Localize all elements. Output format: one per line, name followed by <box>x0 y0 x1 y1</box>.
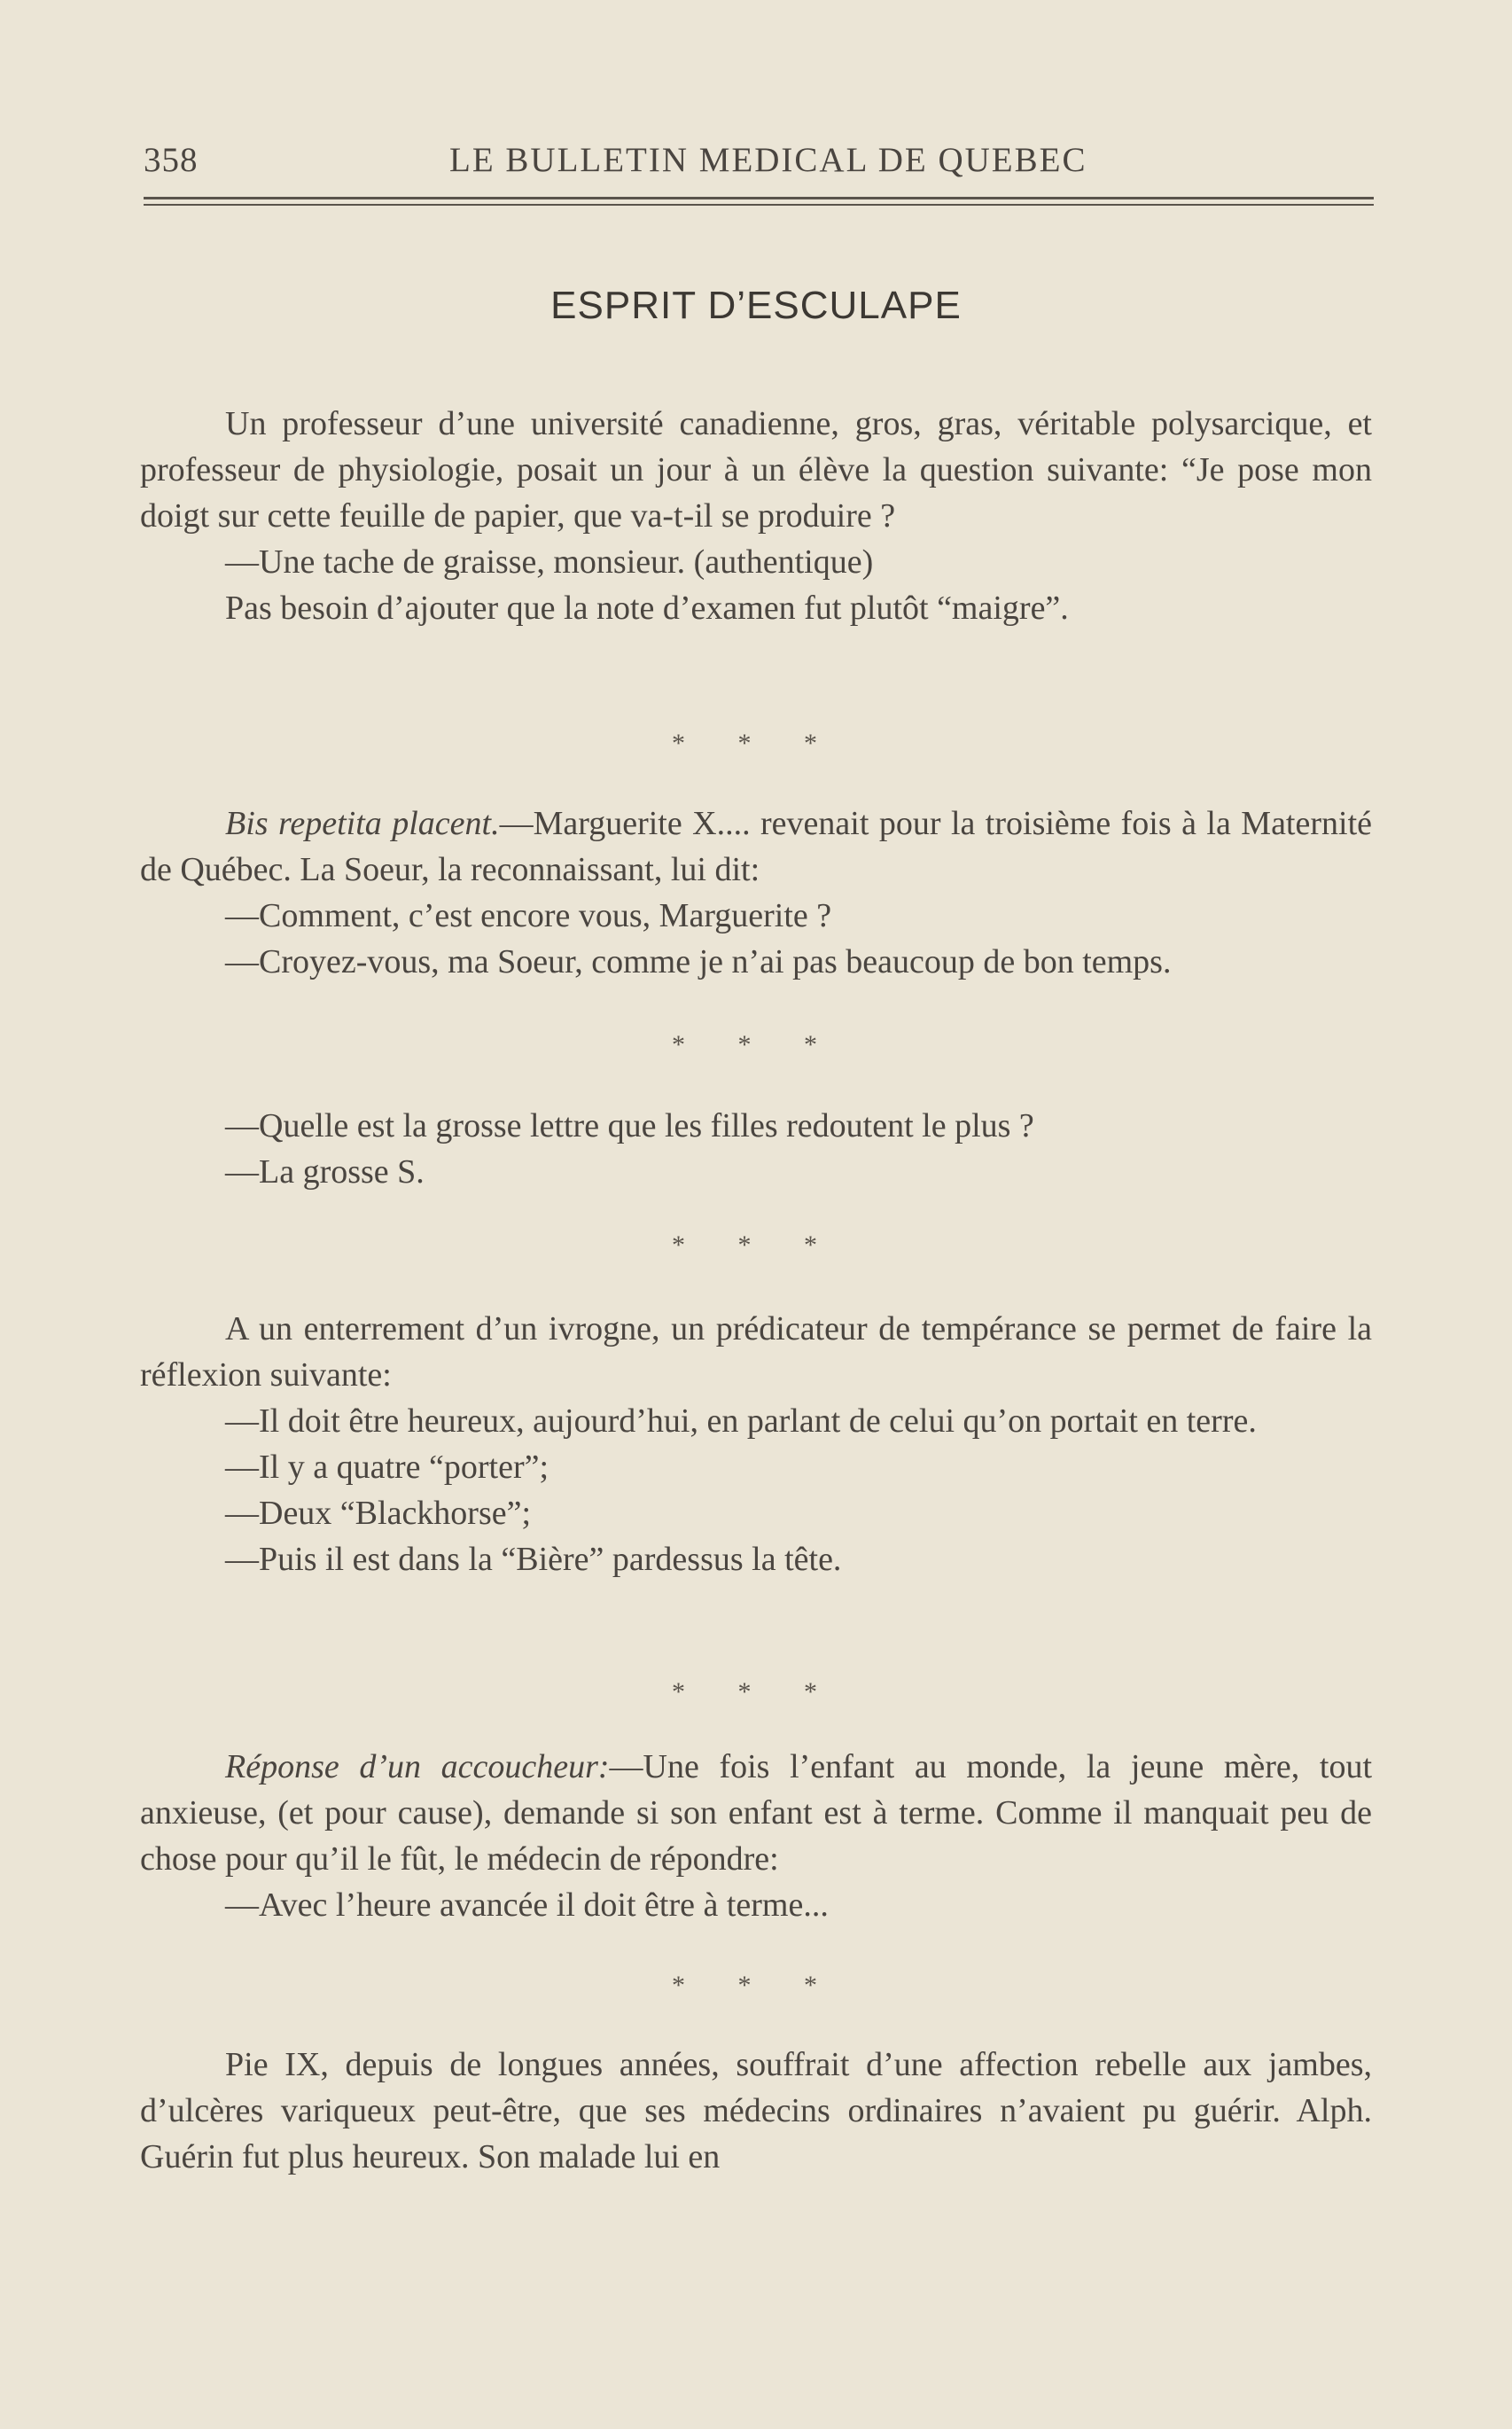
anecdote-2-italic-lead: Bis repetita placent. <box>225 805 500 842</box>
anecdote-1-conclusion: Pas besoin d’ajouter que la note d’examen fut plutôt “maigre”. <box>225 590 1069 627</box>
separator-2: * * * <box>672 1030 840 1059</box>
anecdote-4 <box>140 1306 1372 1582</box>
anecdote-5-text: —Une fois l’enfant au monde, la jeune mère, tout anxieuse, (et pour cause), demande si son enfant est à terme. Comme il manquait peu de chose pour qu’il le fût, le médecin de répondre: <box>140 1748 1372 1878</box>
section-title: ESPRIT D’ESCULAPE <box>550 284 962 327</box>
page-header <box>144 140 1374 186</box>
anecdote-2-text: —Marguerite X.... revenait pour la troisième fois à la Maternité de Québec. La Soeur, la reconnaissant, lui dit: <box>140 805 1372 888</box>
anecdote-4-line-3: —Il y a quatre “porter”; <box>225 1449 549 1486</box>
anecdote-4-line-4: —Deux “Blackhorse”; <box>225 1495 532 1532</box>
anecdote-2-line-3: —Croyez-vous, ma Soeur, comme je n’ai pas beaucoup de bon temps. <box>225 943 1172 980</box>
anecdote-2-line-2: —Comment, c’est encore vous, Marguerite ? <box>225 897 832 934</box>
header-rule-bottom <box>144 204 1374 206</box>
header-rule-top <box>144 197 1374 199</box>
anecdote-3 <box>140 1103 1372 1195</box>
separator-1: * * * <box>672 729 840 758</box>
separator-3: * * * <box>672 1230 840 1260</box>
anecdote-1 <box>140 401 1372 631</box>
anecdote-4-line-5: —Puis il est dans la “Bière” pardessus la tête. <box>225 1541 842 1578</box>
anecdote-6 <box>140 2042 1372 2180</box>
anecdote-4-paragraph: A un enterrement d’un ivrogne, un prédicateur de tempérance se permet de faire la réflexion suivante: <box>140 1310 1372 1394</box>
anecdote-3-answer: —La grosse S. <box>225 1153 425 1191</box>
anecdote-2 <box>140 801 1372 985</box>
anecdote-1-reply: —Une tache de graisse, monsieur. (authentique) <box>225 543 874 581</box>
anecdote-6-paragraph: Pie IX, depuis de longues années, souffrait d’une affection rebelle aux jambes, d’ulcères variqueux peut-être, que ses médecins ordinaires n’avaient pu guérir. Alph. Guérin fut plus heureux. Son malade lui en <box>140 2046 1372 2175</box>
anecdote-2-paragraph <box>140 801 1372 893</box>
anecdote-4-line-2: —Il doit être heureux, aujourd’hui, en parlant de celui qu’on portait en terre. <box>225 1402 1257 1440</box>
separator-5: * * * <box>672 1971 840 2000</box>
anecdote-5-italic-lead: Réponse d’un accoucheur: <box>225 1748 610 1785</box>
anecdote-5 <box>140 1744 1372 1928</box>
separator-4: * * * <box>672 1677 840 1707</box>
page-number: 358 <box>144 141 199 179</box>
anecdote-5-paragraph <box>140 1744 1372 1882</box>
running-title: LE BULLETIN MEDICAL DE QUEBEC <box>449 141 1087 179</box>
anecdote-1-paragraph: Un professeur d’une université canadienne, gros, gras, véritable polysarcique, et professeur de physiologie, posait un jour à un élève la question suivante: “Je pose mon doigt sur cette feuille de papier, que va-t-il se produire ? <box>140 405 1372 535</box>
anecdote-5-line-2: —Avec l’heure avancée il doit être à terme... <box>225 1886 829 1924</box>
anecdote-3-question: —Quelle est la grosse lettre que les filles redoutent le plus ? <box>225 1107 1034 1144</box>
